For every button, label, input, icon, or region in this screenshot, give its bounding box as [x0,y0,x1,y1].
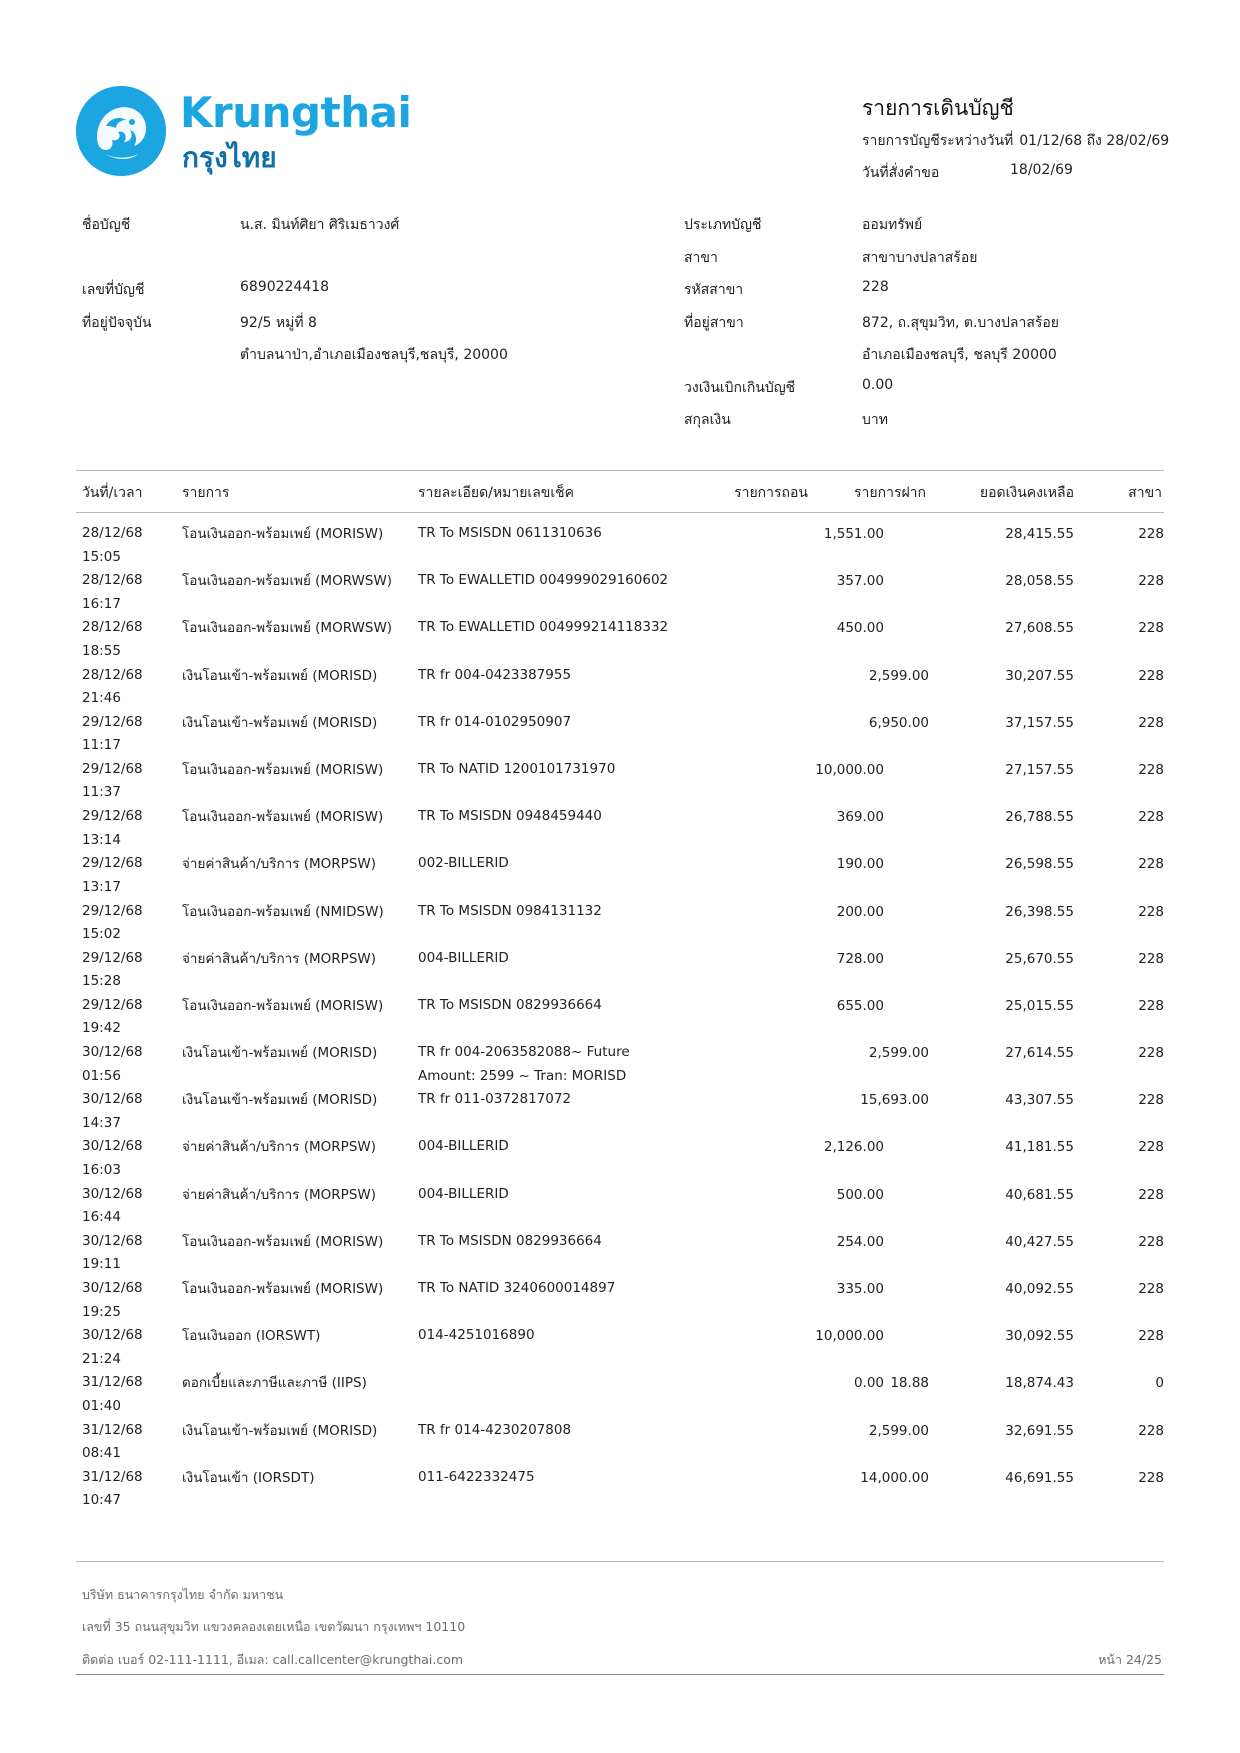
address-line2: ตำบลนาป่า,อำเภอเมืองชลบุรี,ชลบุรี, 20000 [240,347,508,363]
transactions-table [76,513,1164,1509]
cell-desc: เงินโอนเข้า-พร้อมเพย์ (MORISD) [182,667,378,684]
cell-deposit: 14,000.00 [860,1469,929,1486]
cell-branch: 228 [1138,903,1164,920]
cell-date-time: 15:05 [82,548,121,565]
table-row [76,1410,1164,1462]
cell-date-day: 30/12/68 [82,1138,143,1155]
overdraft-value: 0.00 [862,377,894,393]
cell-date-day: 29/12/68 [82,902,143,919]
cell-detail: TR To NATID 3240600014897 [418,1280,616,1296]
cell-date-day: 29/12/68 [82,760,143,777]
cell-branch: 228 [1138,1281,1164,1297]
cell-detail: TR To MSISDN 0829936664 [418,996,602,1013]
cell-branch: 228 [1138,1422,1164,1439]
branch-value: สาขาบางปลาสร้อย [862,250,978,266]
cell-detail: 004-BILLERID [418,949,509,966]
request-date-value: 18/02/69 [1010,162,1073,178]
cell-branch: 228 [1138,1186,1164,1203]
cell-withdraw: 500.00 [836,1186,884,1203]
currency-value: บาท [862,412,888,428]
cell-desc: จ่ายค่าสินค้า/บริการ (MORPSW) [182,950,377,967]
cell-date-time: 16:03 [82,1161,121,1178]
cell-balance: 25,670.55 [1005,950,1074,967]
overdraft-label: วงเงินเบิกเกินบัญชี [684,380,796,396]
cell-date-time: 08:41 [82,1445,121,1462]
cell-branch: 228 [1138,809,1164,826]
branch-code-value: 228 [862,279,889,295]
range-label: รายการบัญชีระหว่างวันที่ [862,133,1014,149]
cell-withdraw: 0.00 [853,1375,884,1392]
cell-branch: 228 [1138,856,1164,873]
table-row [76,938,1164,990]
cell-desc: ดอกเบี้ยและภาษีและภาษี (IIPS) [182,1375,367,1392]
cell-detail: TR To MSISDN 0984131132 [418,902,602,919]
col-header-date: วันที่/เวลา [82,485,143,501]
table-row [76,796,1164,848]
cell-desc: จ่ายค่าสินค้า/บริการ (MORPSW) [182,1186,377,1203]
cell-date-time: 21:46 [82,690,121,707]
cell-detail: 011-6422332475 [418,1468,535,1485]
branch-address-line2: อำเภอเมืองชลบุรี, ชลบุรี 20000 [862,347,1057,363]
cell-detail: TR To MSISDN 0611310636 [418,525,602,541]
table-row [76,1126,1164,1178]
logo-wordmark-en: Krungthai [180,88,412,137]
cell-detail: TR To EWALLETID 004999214118332 [418,619,669,636]
cell-date-time: 19:42 [82,1020,121,1037]
cell-date-day: 30/12/68 [82,1091,143,1108]
cell-desc: โอนเงินออก-พร้อมเพย์ (MORISW) [182,1233,384,1250]
account-number-label: เลขที่บัญชี [82,282,145,298]
table-row [76,560,1164,612]
cell-date-day: 30/12/68 [82,1044,143,1061]
footer-top-rule [76,1561,1164,1562]
account-name-value: น.ส. มินท์ศิยา ศิริเมธาวงศ์ [240,217,400,233]
cell-desc: เงินโอนเข้า-พร้อมเพย์ (MORISD) [182,1422,378,1439]
cell-detail: 014-4251016890 [418,1327,535,1344]
cell-balance: 18,874.43 [1005,1375,1074,1392]
cell-branch: 0 [1155,1375,1164,1392]
cell-desc: โอนเงินออก-พร้อมเพย์ (MORWSW) [182,573,393,590]
table-row [76,1268,1164,1320]
account-type-label: ประเภทบัญชี [684,217,762,233]
cell-balance: 27,614.55 [1005,1045,1074,1062]
cell-balance: 37,157.55 [1005,714,1074,731]
cell-desc: โอนเงินออก-พร้อมเพย์ (MORISW) [182,997,384,1014]
table-row [76,1315,1164,1367]
col-header-branch: สาขา [1128,485,1162,501]
cell-date-time: 01:40 [82,1397,121,1414]
cell-date-time: 11:37 [82,784,121,801]
cell-branch: 228 [1138,620,1164,637]
cell-desc: โอนเงินออก-พร้อมเพย์ (MORISW) [182,1281,384,1297]
table-row [76,891,1164,942]
cell-date-day: 30/12/68 [82,1232,143,1249]
logo-wordmark-th: กรุงไทย [182,141,277,174]
cell-date-time: 16:44 [82,1209,121,1226]
cell-date-time: 13:17 [82,878,121,895]
cell-balance: 41,181.55 [1005,1139,1074,1156]
cell-withdraw: 2,126.00 [823,1139,884,1156]
cell-withdraw: 190.00 [836,856,884,873]
cell-branch: 228 [1138,950,1164,967]
cell-branch: 228 [1138,667,1164,684]
table-row [76,1221,1164,1273]
table-row [76,655,1164,707]
col-header-deposit: รายการฝาก [854,485,926,501]
cell-branch: 228 [1138,1469,1164,1486]
cell-branch: 228 [1138,761,1164,778]
cell-balance: 40,427.55 [1005,1233,1074,1250]
cell-desc: เงินโอนเข้า (IORSDT) [182,1469,315,1486]
cell-balance: 26,788.55 [1005,809,1074,826]
cell-desc: โอนเงินออก-พร้อมเพย์ (MORWSW) [182,620,393,637]
cell-date-day: 29/12/68 [82,808,143,825]
cell-branch: 228 [1138,1092,1164,1109]
col-header-desc: รายการ [182,485,230,501]
cell-detail: TR fr 004-2063582088~ Future Amount: 2599 ~ Tran: MORISD [418,1044,630,1084]
cell-date-day: 30/12/68 [82,1185,143,1202]
cell-date-day: 28/12/68 [82,666,143,683]
cell-withdraw: 728.00 [836,950,884,967]
cell-withdraw: 450.00 [836,620,884,637]
cell-date-time: 10:47 [82,1492,121,1509]
cell-date-day: 30/12/68 [82,1327,143,1344]
cell-desc: จ่ายค่าสินค้า/บริการ (MORPSW) [182,856,377,873]
branch-address-line1: 872, ถ.สุขุมวิท, ต.บางปลาสร้อย [862,315,1060,331]
branch-address-label: ที่อยู่สาขา [684,315,744,331]
cell-balance: 46,691.55 [1005,1469,1074,1486]
cell-detail: TR fr 014-4230207808 [418,1421,572,1438]
cell-date-time: 19:25 [82,1303,121,1320]
cell-date-day: 29/12/68 [82,713,143,730]
krungthai-emblem-icon [76,86,166,176]
cell-withdraw: 10,000.00 [815,1328,884,1345]
cell-desc: โอนเงินออก-พร้อมเพย์ (NMIDSW) [182,903,384,920]
table-row [76,985,1164,1037]
cell-detail: TR To MSISDN 0829936664 [418,1232,602,1249]
cell-detail: 002-BILLERID [418,855,509,872]
cell-date [82,1466,172,1513]
cell-detail: 004-BILLERID [418,1185,509,1202]
cell-branch: 228 [1138,1139,1164,1156]
cell-date-day: 31/12/68 [82,1374,143,1391]
cell-detail: TR fr 011-0372817072 [418,1091,572,1108]
cell-balance: 27,157.55 [1005,761,1074,778]
table-row [76,702,1164,754]
cell-balance: 27,608.55 [1005,620,1074,637]
cell-desc: เงินโอนเข้า-พร้อมเพย์ (MORISD) [182,714,378,731]
cell-balance: 25,015.55 [1005,997,1074,1014]
cell-branch: 228 [1138,997,1164,1014]
cell-withdraw: 655.00 [836,997,884,1014]
cell-branch: 228 [1138,1045,1164,1062]
table-row [76,1079,1164,1131]
cell-date-day: 31/12/68 [82,1421,143,1438]
cell-withdraw: 1,551.00 [823,526,884,542]
cell-withdraw: 357.00 [836,573,884,590]
currency-label: สกุลเงิน [684,412,731,428]
cell-date-time: 15:28 [82,973,121,990]
cell-detail: 004-BILLERID [418,1138,509,1155]
cell-date-time: 14:37 [82,1114,121,1131]
cell-date-time: 18:55 [82,642,121,659]
table-top-rule [76,470,1164,471]
table-row [76,1457,1164,1509]
cell-branch: 228 [1138,1233,1164,1250]
cell-deposit: 6,950.00 [868,714,929,731]
page-number: หน้า 24/25 [1098,1652,1162,1667]
cell-branch: 228 [1138,526,1164,542]
cell-desc: เงินโอนเข้า-พร้อมเพย์ (MORISD) [182,1092,378,1109]
account-name-label: ชื่อบัญชี [82,217,131,233]
cell-balance: 30,092.55 [1005,1328,1074,1345]
cell-date-day: 29/12/68 [82,996,143,1013]
cell-deposit: 2,599.00 [868,1422,929,1439]
cell-withdraw: 254.00 [836,1233,884,1250]
account-type-value: ออมทรัพย์ [862,217,923,233]
cell-date-day: 28/12/68 [82,525,143,541]
statement-range [862,130,1169,152]
address-line1: 92/5 หมู่ที่ 8 [240,315,317,331]
cell-branch: 228 [1138,1328,1164,1345]
cell-withdraw: 335.00 [836,1281,884,1297]
cell-detail: TR To EWALLETID 004999029160602 [418,572,669,589]
cell-withdraw: 369.00 [836,809,884,826]
cell-date-time: 15:02 [82,926,121,942]
cell-deposit: 2,599.00 [868,667,929,684]
cell-date-day: 29/12/68 [82,855,143,872]
cell-balance: 40,681.55 [1005,1186,1074,1203]
cell-desc: โอนเงินออก (IORSWT) [182,1328,321,1345]
table-row [76,749,1164,801]
cell-date-day: 28/12/68 [82,572,143,589]
cell-balance: 43,307.55 [1005,1092,1074,1109]
cell-detail: TR To NATID 1200101731970 [418,760,616,777]
cell-detail: TR To MSISDN 0948459440 [418,808,602,825]
cell-date-day: 28/12/68 [82,619,143,636]
cell-desc: โอนเงินออก-พร้อมเพย์ (MORISW) [182,526,384,542]
cell-detail: TR fr 004-0423387955 [418,666,572,683]
col-header-detail: รายละเอียด/หมายเลขเช็ค [418,485,574,501]
cell-balance: 26,598.55 [1005,856,1074,873]
cell-deposit: 18.88 [890,1375,929,1392]
cell-desc: เงินโอนเข้า-พร้อมเพย์ (MORISD) [182,1045,378,1062]
cell-desc: จ่ายค่าสินค้า/บริการ (MORPSW) [182,1139,377,1156]
branch-code-label: รหัสสาขา [684,282,744,298]
cell-branch: 228 [1138,573,1164,590]
cell-balance: 26,398.55 [1005,903,1074,920]
cell-balance: 32,691.55 [1005,1422,1074,1439]
cell-detail: TR fr 014-0102950907 [418,713,572,730]
table-row [76,607,1164,659]
col-header-withdraw: รายการถอน [734,485,808,501]
footer-address: เลขที่ 35 ถนนสุขุมวิท แขวงคลองเตยเหนือ เขตวัฒนา กรุงเทพฯ 10110 [82,1619,466,1634]
footer-bottom-rule [76,1674,1164,1675]
cell-date-time: 11:17 [82,737,121,754]
table-row [76,843,1164,895]
account-number-value: 6890224418 [240,279,330,295]
cell-withdraw: 10,000.00 [815,761,884,778]
branch-label: สาขา [684,250,718,266]
col-header-balance: ยอดเงินคงเหลือ [979,485,1074,501]
cell-balance: 28,415.55 [1005,526,1074,542]
statement-title: รายการเดินบัญชี [862,96,1014,120]
footer-contact: ติดต่อ เบอร์ 02-111-1111, อีเมล: call.callcenter@krungthai.com [82,1652,464,1667]
table-row [76,1174,1164,1226]
cell-date-day: 30/12/68 [82,1280,143,1296]
range-value: 01/12/68 ถึง 28/02/69 [1019,133,1170,149]
cell-deposit: 2,599.00 [868,1045,929,1062]
footer-company: บริษัท ธนาคารกรุงไทย จำกัด มหาชน [82,1587,284,1602]
cell-date-day: 29/12/68 [82,949,143,966]
table-row [76,513,1164,565]
cell-balance: 30,207.55 [1005,667,1074,684]
table-row [76,1362,1164,1414]
request-date-label: วันที่สั่งคำขอ [862,165,940,181]
cell-withdraw: 200.00 [836,903,884,920]
cell-date-day: 31/12/68 [82,1468,143,1485]
bank-logo [76,86,412,178]
cell-balance: 28,058.55 [1005,573,1074,590]
cell-desc: โอนเงินออก-พร้อมเพย์ (MORISW) [182,761,384,778]
cell-date-time: 16:17 [82,595,121,612]
cell-date-time: 01:56 [82,1067,121,1084]
cell-desc: โอนเงินออก-พร้อมเพย์ (MORISW) [182,809,384,826]
cell-date-time: 19:11 [82,1256,121,1273]
cell-date-time: 13:14 [82,831,121,848]
cell-date-time: 21:24 [82,1350,121,1367]
address-label: ที่อยู่ปัจจุบัน [82,315,152,331]
cell-balance: 40,092.55 [1005,1281,1074,1297]
cell-deposit: 15,693.00 [860,1092,929,1109]
table-row [76,1032,1164,1084]
cell-branch: 228 [1138,714,1164,731]
